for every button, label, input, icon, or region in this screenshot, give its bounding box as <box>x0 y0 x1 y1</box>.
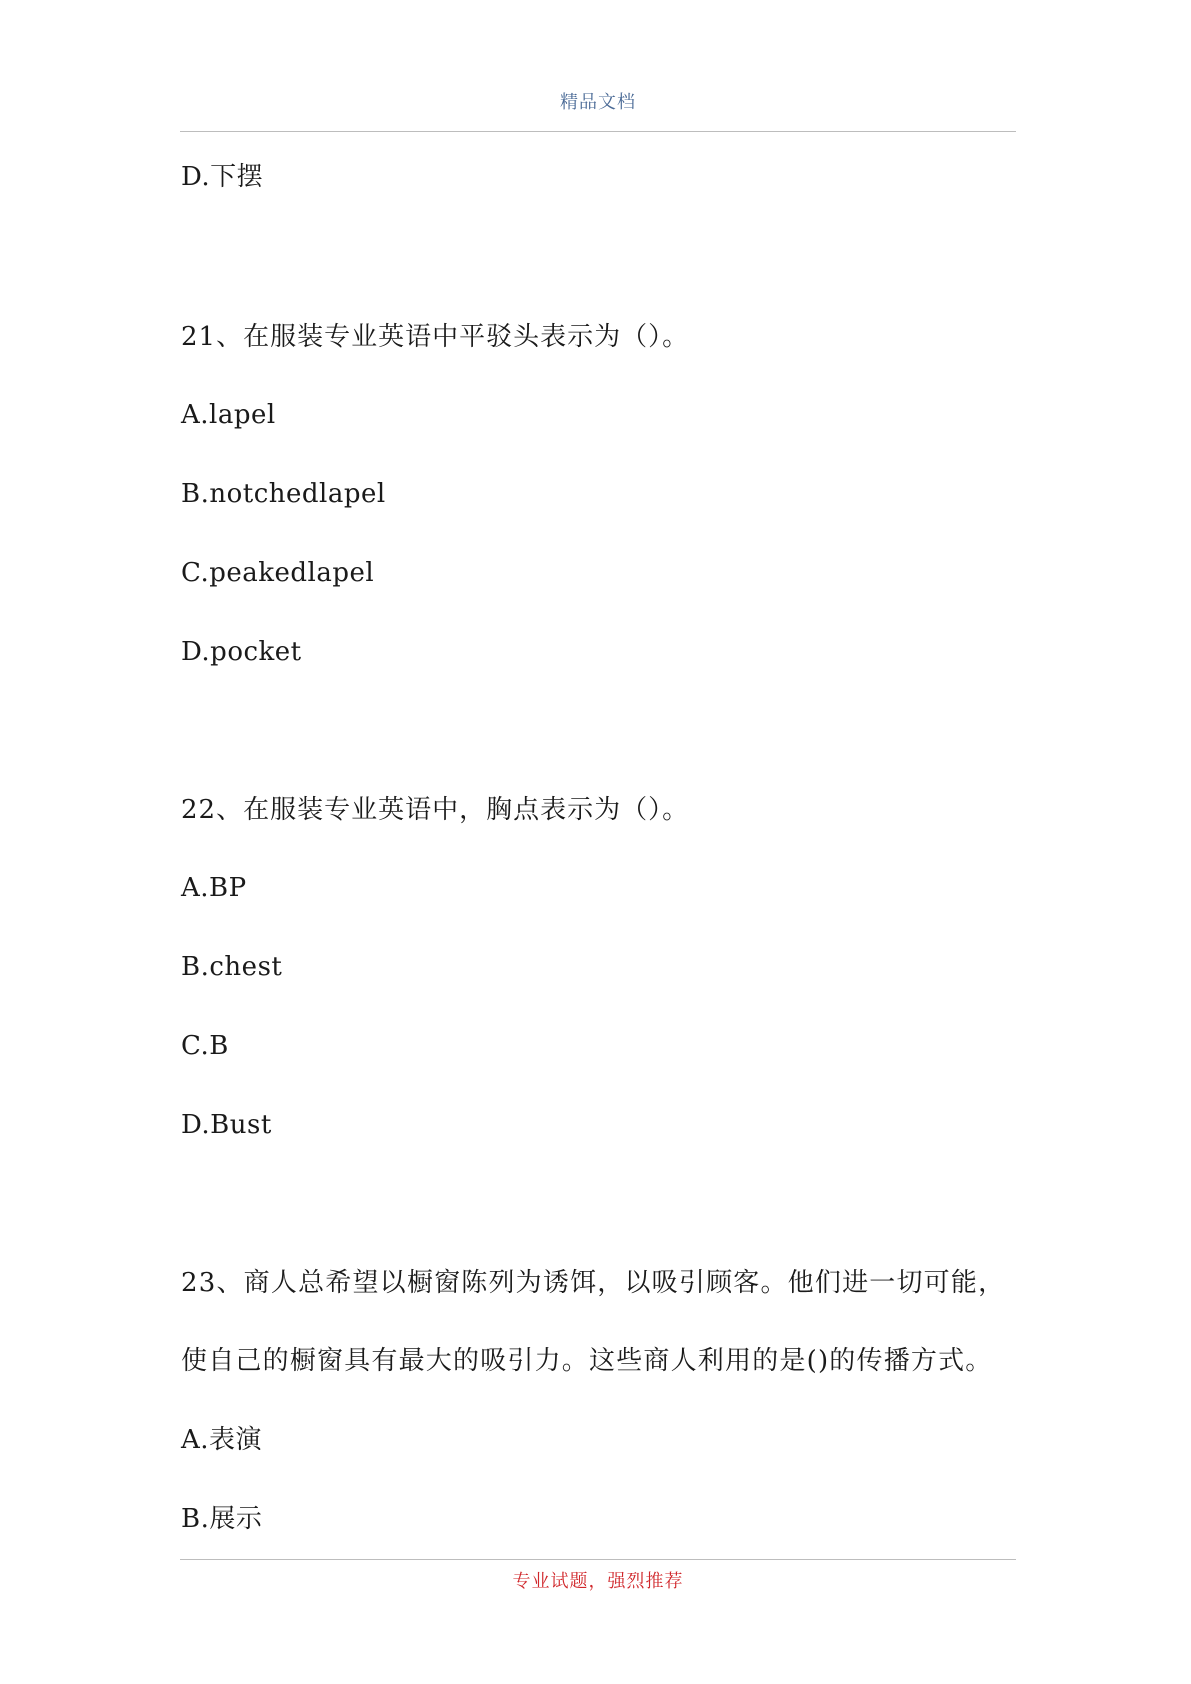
question-23-stem-line-1: 23、商人总希望以橱窗陈列为诱饵，以吸引顾客。他们进一切可能， <box>181 1268 1006 1298</box>
page-footer: 专业试题，强烈推荐 <box>512 1571 684 1592</box>
question-22-option-b: B.chest <box>181 952 283 982</box>
question-22-stem: 22、在服装专业英语中，胸点表示为（）。 <box>181 795 690 825</box>
question-23-option-b: B.展示 <box>181 1504 263 1534</box>
question-21-option-d: D.pocket <box>181 637 302 667</box>
header-divider <box>180 131 1016 132</box>
question-22-option-a: A.BP <box>181 873 247 903</box>
question-21-stem: 21、在服装专业英语中平驳头表示为（）。 <box>181 322 690 352</box>
question-21-option-a: A.lapel <box>181 400 276 430</box>
question-21-option-b: B.notchedlapel <box>181 479 386 509</box>
question-23-option-a: A.表演 <box>181 1425 263 1455</box>
page-header: 精品文档 <box>560 92 636 113</box>
option-d-previous: D.下摆 <box>181 162 264 192</box>
question-21-option-c: C.peakedlapel <box>181 558 375 588</box>
question-22-option-c: C.B <box>181 1031 229 1061</box>
footer-divider <box>180 1559 1016 1560</box>
question-22-option-d: D.Bust <box>181 1110 272 1140</box>
question-23-stem-line-2: 使自己的橱窗具有最大的吸引力。这些商人利用的是()的传播方式。 <box>181 1346 993 1376</box>
